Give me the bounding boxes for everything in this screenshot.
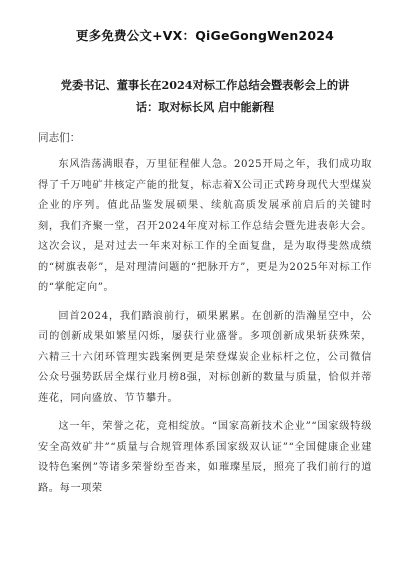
speech-title-line-2: 话：取对标长风 启中能新程 [135,100,275,114]
speech-title [38,74,372,118]
speech-title-line-1: 党委书记、董事长在2024对标工作总结会暨表彰会上的讲 [60,78,350,92]
promo-banner: 更多免费公文+VX：QiGeGongWen2024 [75,28,335,43]
paragraph-review: 回首2024，我们踏浪前行，硕果累累。在创新的浩瀚星空中，公司的创新成果如繁星闪烁，屡获行业盛誉。多项创新成果斩获殊荣，六精三十六闭环管理实践案例更是荣登煤炭企业标杆之位，公司微信公众号强势跃居全煤行业月榜8强，对标创新的数量与质量，恰似并蒂莲花，同向盛放、节节攀升。 [38,310,372,404]
paragraph-opening: 东风浩荡满眼春，万里征程催人急。2025开局之年，我们成功取得了千万吨矿井核定产能的批复，标志着X公司正式跨身现代大型煤炭企业的序列。值此品鉴发展硕果、续航高质发展承前启后的关键时刻，我们齐聚一堂，召开2024年度对标工作总结会暨先进表彰大会。这次会议，是对过去一年来对标工作的全面复盘，是为取得斐然成绩的“树旗表彰”，是对理清问题的“把脉开方”，更是为2025年对标工作的“掌舵定向”。 [38,159,372,293]
salutation: 同志们： [38,132,81,144]
paragraph-honors: 这一年，荣誉之花，竞相绽放。“国家高新技术企业”“国家级特级安全高效矿井”“质量与合规管理体系国家级双认证”“全国健康企业建设特色案例”等诸多荣誉纷至沓来，如璀璨星辰，照亮了我们前行的道路。每一项荣 [38,421,372,494]
